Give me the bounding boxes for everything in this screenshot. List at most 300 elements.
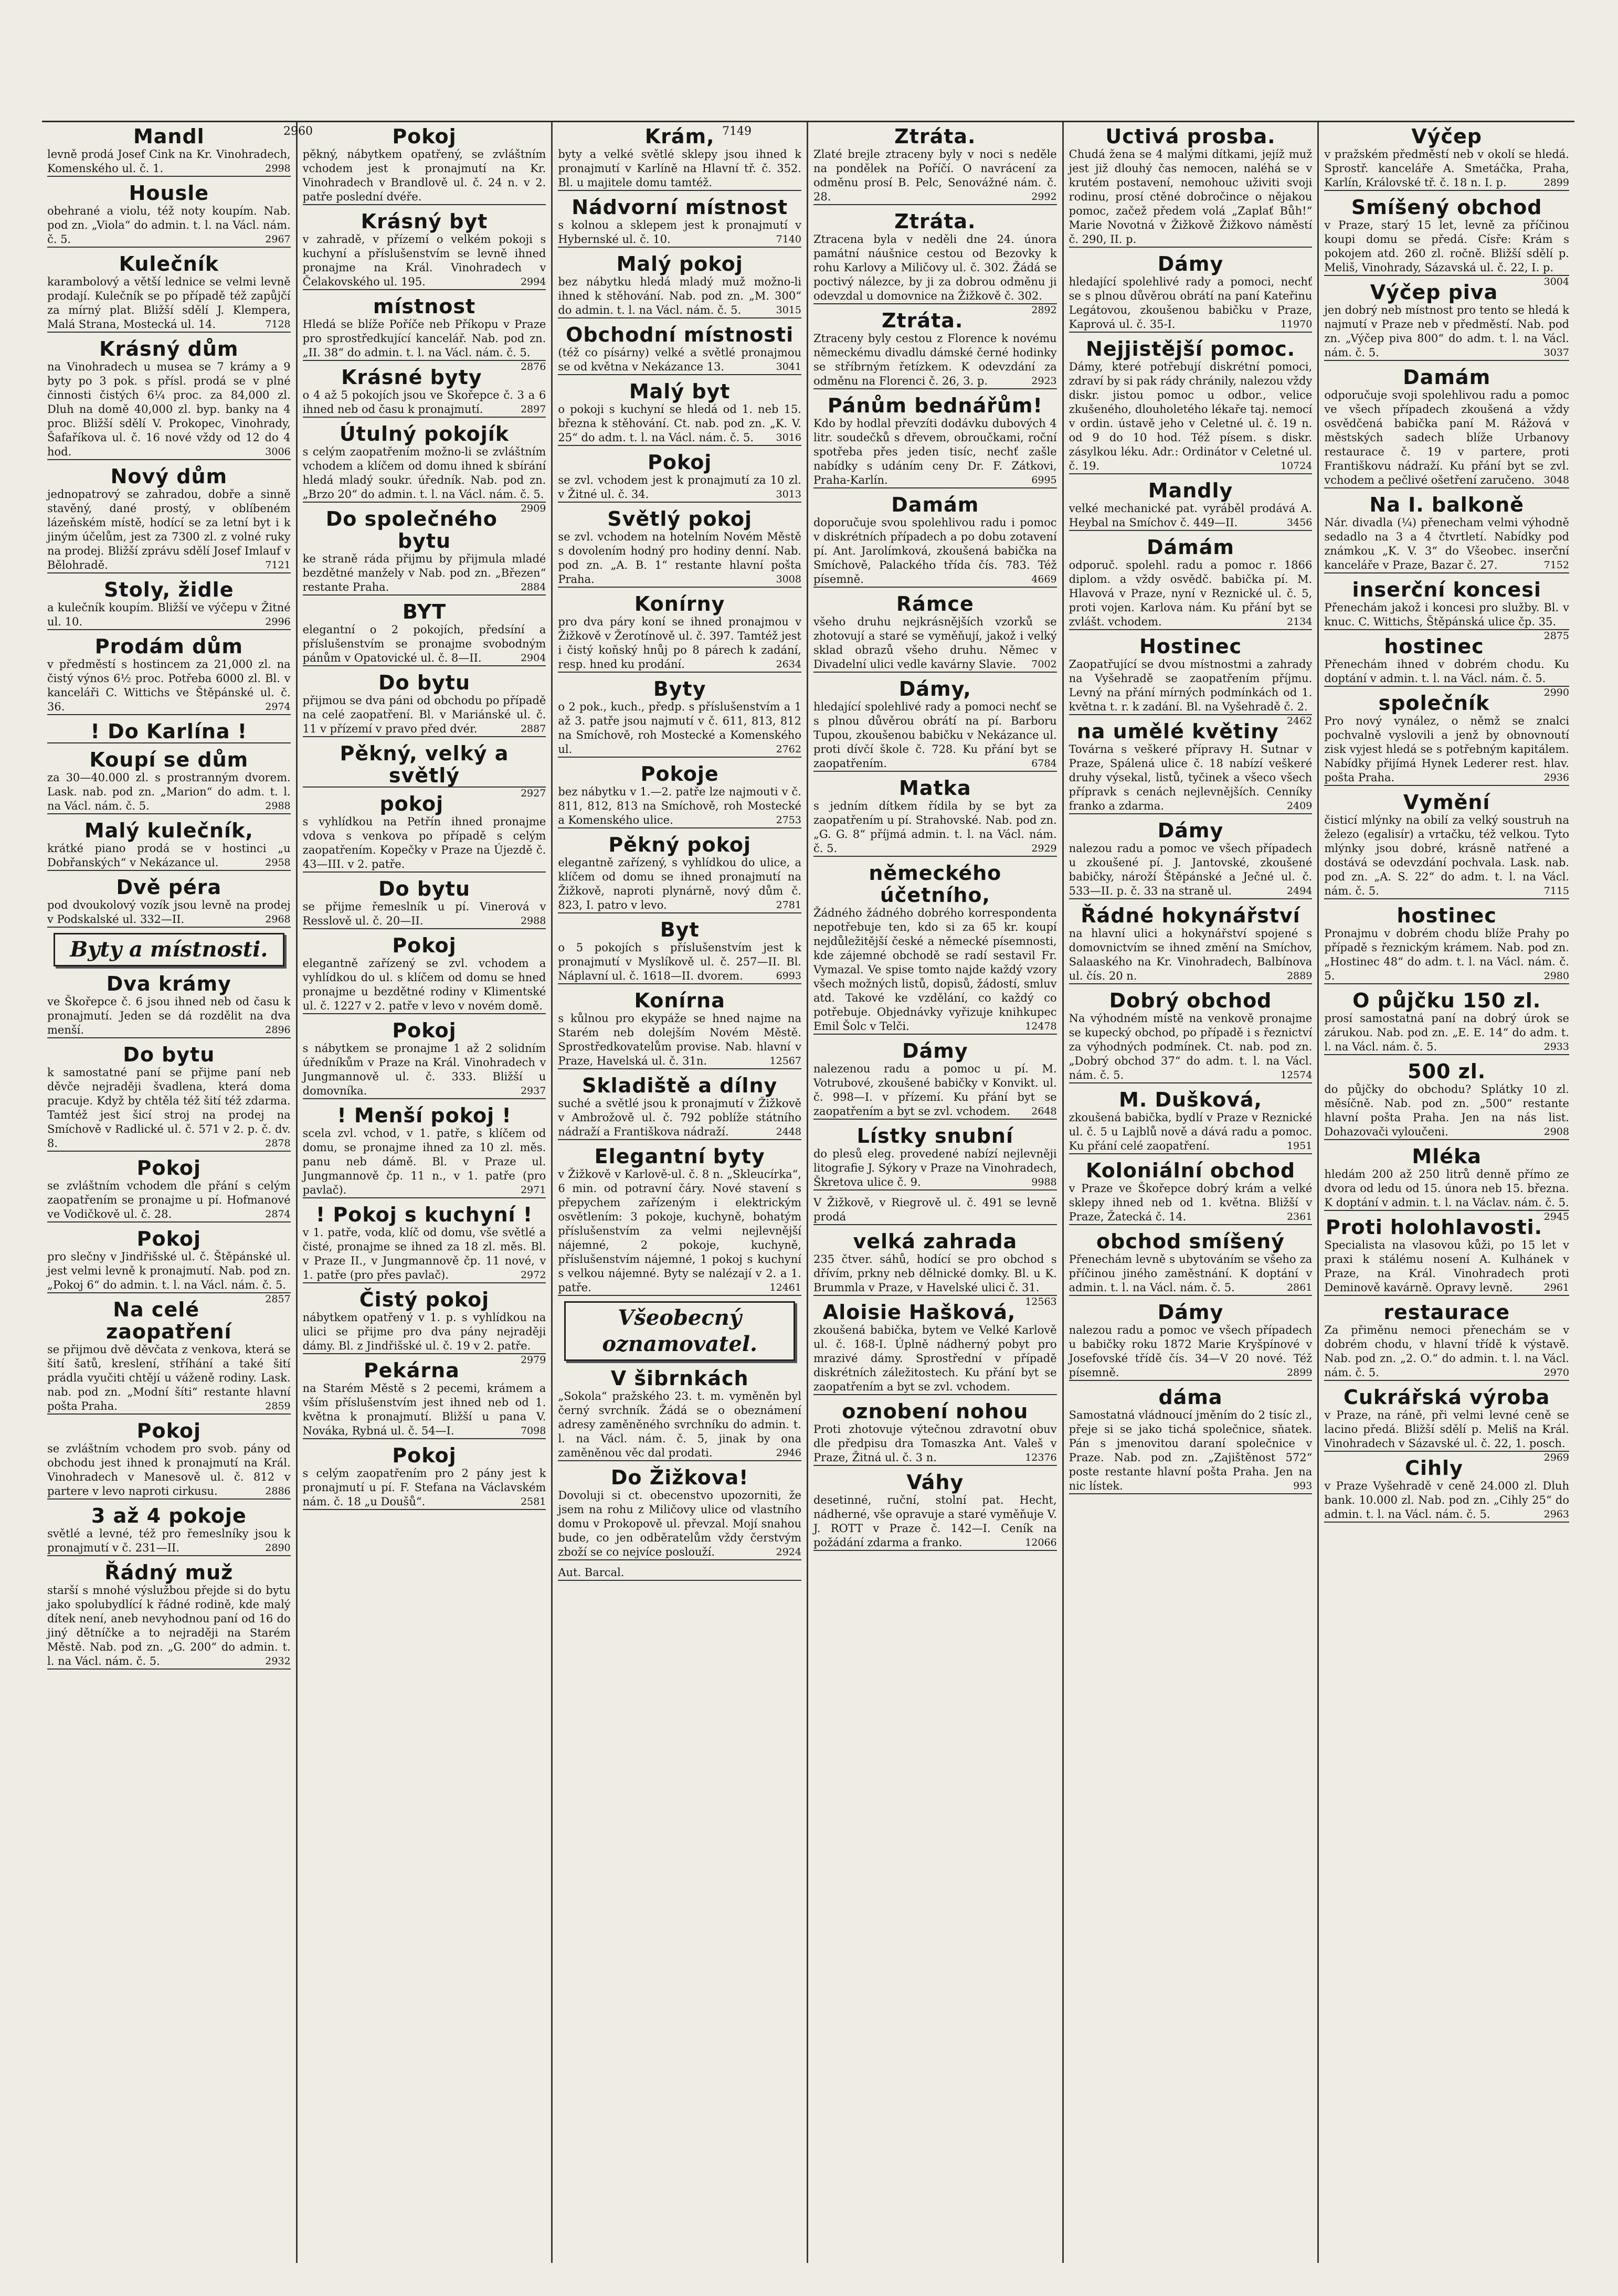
ad-number: 3048: [1543, 474, 1569, 486]
ad-body: [558, 615, 801, 672]
ad-title: Výčep piva: [1370, 281, 1498, 304]
ad-title: společník: [1378, 692, 1490, 715]
ad-text: se zvl. vchodem na hotelním Novém Městě s dovolením hodný pro hodiny denní. Nab. pod zn. „A. B. 1“ restante hlavní pošta Praha.: [558, 530, 801, 586]
ad-title: Dámy: [902, 1039, 968, 1062]
classified-ad: [47, 820, 291, 871]
ad-body: [558, 785, 801, 827]
ad-number: 2762: [776, 743, 801, 755]
ad-title: Uctivá prosba.: [1105, 125, 1276, 148]
ad-title: Na celé zaopatření: [106, 1298, 232, 1343]
ad-text: Nár. divadla (¼) přenecham velmi výhodně sedadlo na 3 a 4 čtvrtletí. Nabídky pod známkou „K. V. 3“ do Všeobec. inserční kanceláře v Praze, Bazar č. 27.: [1324, 516, 1569, 571]
newspaper-page: [42, 121, 1574, 2263]
classified-ad: [813, 1400, 1057, 1466]
classified-ad: [558, 593, 801, 673]
ad-divider: [47, 1668, 291, 1670]
ad-text: s jedním dítkem řídila by se byt za zaopatřením u pí. Strahovské. Nab. pod zn. „G. G. 8“ příjmá admin. t. l. na Václ. nám. č. 5.: [813, 800, 1057, 855]
ad-divider: [1324, 686, 1569, 687]
ad-number: 2963: [1543, 1508, 1569, 1520]
ad-title: Nádvorní místnost: [572, 196, 788, 219]
classified-ad: [303, 742, 546, 799]
classified-ad: [303, 125, 546, 205]
ad-divider: [1069, 247, 1313, 248]
ad-body: [813, 1422, 1057, 1465]
ad-body: [813, 516, 1057, 587]
ad-title: M. Dušková,: [1119, 1088, 1262, 1111]
classified-ad: [813, 210, 1057, 316]
ad-body: [1324, 657, 1569, 698]
ad-number: 2781: [776, 899, 801, 911]
ad-title: Pokoj: [392, 934, 457, 957]
ad-body: [47, 842, 291, 870]
ad-title: V šibrnkách: [610, 1367, 749, 1390]
ad-title: Krásné byty: [341, 366, 482, 389]
ad-body: [558, 941, 801, 983]
classified-ad: [1324, 578, 1569, 642]
ad-divider: [558, 1460, 801, 1461]
ad-text: prosí samostatná paní na dobrý úrok se zárukou. Nab. pod zn. „E. E. 14“ do adm. t. l. na Václ. nám. č. 5.: [1324, 1012, 1569, 1053]
ad-divider: [47, 247, 291, 248]
classified-ad: [813, 678, 1057, 772]
ad-divider: [303, 1282, 546, 1283]
classified-ad: [303, 210, 546, 290]
ad-number: 2890: [265, 1542, 291, 1554]
ad-title: Kulečník: [119, 252, 219, 275]
classified-ad: [558, 763, 801, 828]
classified-ad: [558, 1367, 801, 1461]
ad-text: hledám 200 až 250 litrů denně přímo ze dvora od ledu od 15. února neb 15. března. K doptání v admin. t. l. na Václav. nám. č. 5.: [1324, 1168, 1569, 1209]
ad-title: Do společného bytu: [325, 507, 498, 552]
ad-title: Malý pokoj: [616, 252, 743, 275]
ad-divider: [1069, 1295, 1313, 1296]
classified-ad: [47, 749, 291, 814]
ad-divider: [47, 1151, 291, 1152]
ad-body: [1324, 601, 1569, 642]
ad-divider: [303, 665, 546, 666]
ad-text: hledající spolehlivé rady a pomoci, nechť se s plnou důvěrou obrátí na paní Kateřinu Legátovou, zkoušenou babičku v Praze, Kaprová ul. č. 35-I.: [1069, 275, 1313, 331]
ad-body: [1069, 1408, 1313, 1493]
ad-number: 12478: [1025, 1021, 1057, 1032]
ad-divider: [47, 714, 291, 715]
ad-title: Housle: [129, 182, 209, 205]
ad-number: 12567: [769, 1055, 801, 1067]
ad-title: Mandly: [1148, 479, 1233, 502]
ad-text: elegantně zařízený, s vyhlídkou do ulice, a klíčem od domu se ihned pronajmutí na Žižkově, naproti plynárně, nový dům č. 823, I. patro v levo.: [558, 856, 801, 911]
ad-divider: [303, 502, 546, 503]
ad-number: 2988: [265, 800, 291, 812]
ad-body: [47, 1583, 291, 1668]
classified-ad: [558, 196, 801, 248]
ad-divider: [303, 1353, 546, 1354]
classified-ad: [558, 990, 801, 1069]
ad-number: 7140: [776, 233, 801, 245]
ad-body: [1069, 360, 1313, 473]
ad-text: Chudá žena se 4 malými dítkami, jejíž muž jest již dlouhý čas nemocen, naléhá se v krutém postavení, nemohouc uživiti svoji rodinu, prosí ctěné dobročince o nějakou pomoc, začež předem volá „Zaplať Bůh!“ Marie Novotná v Žižkově Žižkovo náměstí č. 290, II. p.: [1069, 148, 1313, 246]
classified-ad: [1324, 1060, 1569, 1140]
ad-body: [558, 1389, 801, 1460]
ad-number: 2937: [520, 1085, 546, 1097]
ad-body: [47, 1442, 291, 1498]
ad-text: krátké piano prodá se v hostinci „u Dobřanských“ v Nekázance ul.: [47, 842, 291, 869]
ad-title: Koloniální obchod: [1085, 1159, 1296, 1182]
ad-text: v Praze Vyšehradě v ceně 24.000 zl. Dluh bank. 10.000 zl. Nab. pod zn. „Cihly 25“ do admin. t. l. na Václ. nám. č. 5.: [1324, 1480, 1569, 1521]
classified-ad: [47, 1420, 291, 1500]
ad-text: pěkný, nábytkem opatřený, se zvláštním vchodem jest k pronajmutí na Kr. Vinohradech v Brandlově ul. č. 24 n. v 2. patře poslední dvéře.: [302, 148, 546, 203]
ad-text: s kůlnou pro ekypáže se hned najme na Starém neb dolejším Novém Městě. Sprostředkovatelům provise. Nab. hlavní v Praze, Havelská ul. č. 31n.: [558, 1012, 801, 1067]
ad-title: Váhy: [906, 1471, 964, 1494]
ad-title: hostinec: [1397, 904, 1497, 927]
ad-body: [813, 1147, 1057, 1189]
ad-text: v Žižkově v Karlově-ul. č. 8 n. „Skleucírka“, 6 min. od potravní čáry. Nové stavení s přepychem zařízeným i elektrickým osvětlením: 3 pokoje, kuchyně, bohatým příslušenstvím za velmi nejlevnější nájemné, 2 pokoje, kuchyně, příslušenstvím nájemné, 1 pokoj s kuchyní s velkou nájemné. Byty se nalézají v 2. a 1. patře.: [558, 1168, 801, 1294]
ad-title: Hostinec: [1139, 635, 1242, 658]
ad-text: nalezenou radu a pomoc u pí. M. Votrubové, zkoušené babičky v Konvikt. ul. č. 998—I. v přízemí. Ku přání byt se zaopatřením a byt se zvl. vchodem.: [813, 1062, 1057, 1118]
classified-ad: [813, 125, 1057, 205]
ad-text: Specialista na vlasovou kůži, po 15 let v praxi k stálému nosení A. Kulhánek v Praze, na Král. Vinohradech proti Deminově kavárně. Opravy levně.: [1324, 1239, 1569, 1294]
ad-body: [1069, 657, 1313, 727]
classified-ad: [1069, 125, 1313, 248]
ad-body: [813, 700, 1057, 771]
classified-ad: [1324, 1216, 1569, 1296]
ad-text: se přijmou dvě děvčata z venkova, která se šití šatů, kreslení, stříhání a také šití prádla vyučiti chtějí u váženě rodiny. Lask. nab. pod zn. „Modní šíti“ restante hlavní pošta Praha.: [47, 1343, 291, 1412]
classified-ad: [1069, 1386, 1313, 1494]
classified-ad: [303, 366, 546, 418]
classified-ad: [813, 1301, 1057, 1395]
ad-divider: [813, 1295, 1057, 1296]
ad-number: 2861: [1286, 1282, 1313, 1293]
ad-number: 12066: [1025, 1537, 1057, 1548]
ad-number: 12461: [769, 1282, 801, 1293]
ad-title: Matka: [899, 777, 971, 800]
ad-divider: [1324, 983, 1569, 984]
classified-ad: [558, 380, 801, 446]
classified-ad: [813, 593, 1057, 673]
classified-ad: [1324, 990, 1569, 1055]
ad-number: 7121: [265, 559, 291, 571]
ad-body: [303, 956, 546, 1013]
ad-divider: [1324, 1054, 1569, 1055]
ad-title: 3 až 4 pokoje: [91, 1504, 247, 1527]
ad-title: dáma: [1158, 1386, 1223, 1409]
classified-ad: [558, 1566, 801, 1581]
column-5: [1064, 122, 1319, 2263]
ad-divider: [813, 587, 1057, 588]
ad-body: [813, 615, 1057, 672]
ad-text: suché a světlé jsou k pronajmutí v Žižkově v Ambrožově ul. č. 792 poblíže státního nádraží a Františkova nádraží.: [558, 1097, 801, 1138]
ad-title: Světlý pokoj: [607, 507, 753, 530]
ad-divider: [813, 1465, 1057, 1466]
ad-divider: [813, 771, 1057, 772]
ad-number: 12563: [1025, 1296, 1057, 1308]
ad-divider: [47, 572, 291, 573]
ad-body: [1324, 218, 1569, 288]
ad-title: Pokoj: [136, 1419, 201, 1442]
ad-body: [1069, 558, 1313, 629]
ad-number: 2648: [1031, 1106, 1057, 1117]
ad-text: velké mechanické pat. vyráběl prodává A. Heybal na Smíchov č. 449—II.: [1069, 502, 1313, 529]
ad-number: 2899: [1286, 1367, 1313, 1378]
ad-title: německého účetního,: [869, 862, 1002, 907]
classified-ad: [1324, 791, 1569, 899]
ad-divider: [558, 1559, 801, 1560]
ad-text: Pro nový vynález, o němž se znalci pochvalně vyslovili a jenž by obnovnoutí zisk vyjest hledá se s potřebným kapitálem. Nabídky přijímá Hynek Lederer rest. hlav. pošta Praha.: [1324, 715, 1569, 784]
classified-ad: [1324, 1145, 1569, 1223]
classified-ad: [1069, 990, 1313, 1083]
ad-text: Továrna s veškeré přípravy H. Sutnar v Praze, Spálená ulice č. 18 nabízí veškeré druhy výsekal, listů, tyčinek a všeco všech přípravk s cenách nejlevnějších. Cenníky franko a zdarma.: [1069, 743, 1313, 812]
ad-body: [303, 1381, 546, 1438]
ad-text: V Žižkově, v Riegrově ul. č. 491 se levně prodá: [813, 1196, 1057, 1223]
ad-title: Do bytu: [378, 671, 471, 694]
classified-ad: [813, 310, 1057, 389]
ad-number: 2967: [265, 233, 291, 245]
ad-text: Zlaté brejle ztraceny byly v noci s neděle na pondělek na Poříčí. O navrácení za odměnu prosí B. Pelc, Senovážné nám. č. 28.: [813, 148, 1057, 203]
ad-body: [813, 1252, 1057, 1308]
ad-body: [1324, 303, 1569, 360]
ad-divider: [1069, 332, 1313, 333]
ad-title: místnost: [373, 295, 476, 318]
ad-divider: [47, 176, 291, 177]
ad-body: [1069, 742, 1313, 813]
ad-text: o 2 pok., kuch., předp. s příslušenstvím a 1 až 3. patře jsou najmutí v č. 611, 813, 812 na Smíchově, roh Mostecké a Komenského ul.: [558, 700, 801, 756]
ad-title: Byty: [653, 677, 706, 700]
ad-text: o 5 pokojích s příslušenstvím jest k pronajmutí v Myslíkově ul. č. 257—II. Bl. Náplavní ul. č. 1618—II. dvorem.: [558, 941, 801, 982]
ad-divider: [1069, 1153, 1313, 1154]
ad-title: Nejjistější pomoc.: [1085, 337, 1296, 360]
ad-title: Řádný muž: [104, 1561, 234, 1584]
ad-number: 3006: [265, 446, 291, 458]
ad-number: 2990: [1543, 687, 1569, 698]
ad-body: [1324, 1082, 1569, 1139]
ad-number: 3016: [776, 432, 801, 443]
ad-divider: [303, 736, 546, 737]
ad-text: v Praze, na ráně, při velmi levné ceně se lacino předá. Bližší sdělí p. Meliš na Král. Vinohradech v Sázavské ul. č. 22, 1. posch.: [1324, 1409, 1569, 1450]
ad-body: [1324, 927, 1569, 983]
classified-ad: [813, 862, 1057, 1035]
classified-ad: [1324, 635, 1569, 698]
ad-divider: [303, 289, 546, 290]
ad-text: Samostatná vládnoucí jměním do 2 tisíc zl., přeje si se jako tichá společnice, sňatek. Pán s jmenovitou daraní společnice v Praze. Nab. pod zn. „Zajištěnost 572“ poste restante hlavní pošta Praha. Jen na nic lístek.: [1069, 1409, 1313, 1492]
ad-number: 10724: [1280, 460, 1313, 472]
ad-title: Pokoj: [647, 451, 712, 474]
ad-title: hostinec: [1384, 635, 1484, 658]
ad-text: zkoušená babička, bydlí v Praze v Reznické ul. č. 5 u Lajblů nově a dává radu a pomoc. Ku přání celé zaopatření.: [1069, 1111, 1313, 1152]
ad-title: Damám: [891, 493, 979, 516]
ad-number: 2970: [1543, 1367, 1569, 1378]
ad-text: na hlavní ulici a hokynářství spojené s domovnictvím se ihned změní na Smíchov, Salaaského na Kr. Vinohradech, Balbínova ul. čís. 20 n.: [1069, 927, 1313, 982]
ad-text: byty a velké světlé sklepy jsou ihned k pronajmutí v Karlíně na Hlavní tř. č. 352. Bl. u majitele domu tamtéž.: [558, 148, 801, 189]
classified-ad: [1324, 125, 1569, 191]
ad-number: 2996: [265, 616, 291, 628]
ad-title: Dámy: [1157, 1301, 1224, 1324]
ad-title: restaurace: [1383, 1301, 1510, 1324]
ad-divider: [558, 1295, 801, 1296]
ad-divider: [813, 1119, 1057, 1120]
ad-body: [303, 232, 546, 289]
ad-body: [1324, 516, 1569, 572]
ad-text: se zvláštním vchodem pro svob. pány od obchodu jest ihned k pronajmutí na Král. Vinohradech v Manesově ul. č. 812 v partere v levo naproti cirkusu.: [47, 1442, 291, 1497]
ad-text: Pronajmu v dobrém chodu blíže Prahy po případě s řeznickým krámem. Nab. pod zn. „Hostinec 48“ do adm. t. l. na Václ. nám. č. 5.: [1324, 927, 1569, 982]
ad-title: Cihly: [1405, 1457, 1463, 1480]
ad-title: Vymění: [1403, 791, 1490, 814]
ad-divider: [47, 813, 291, 814]
ad-divider: [1324, 360, 1569, 361]
ad-body: [558, 700, 801, 757]
ad-number: 2971: [520, 1184, 546, 1196]
ad-text: doporučuje svou spolehlivou radu i pomoc v diskrétních případech a po dobu zotavení pí. Ant. Jarolímková, zkoušená babička na Smíchově, Palackého třída čís. 783. Též písemně.: [813, 516, 1057, 586]
ad-text: ke straně ráda přijmu by přijmula mladé bezdětné manžely v Nab. pod zn. „Březen“ restante Praha.: [302, 552, 546, 593]
ad-divider: [303, 1509, 546, 1510]
ad-title: Ztráta.: [894, 210, 976, 233]
ad-body: [558, 402, 801, 445]
ad-text: jednopatrový se zahradou, dobře a sinně stavěný, dané prostý, v oblíbeném lázeňském místě, hodící se za letní byt i k jiným účelům, jest za 7300 zl. z volné ruky na prodej. Bližší zprávu sdělí Josef Imlauf v Bělohradě.: [47, 488, 291, 571]
ad-divider: [558, 757, 801, 758]
ad-divider: [558, 1139, 801, 1140]
ad-text: s vyhlídkou na Petřín ihned pronajme vdova s venkova po případě s celým zaopatřením. Kopečky v Praze na Újezdě č. 43—III. v 2. patře.: [302, 815, 546, 870]
ad-divider: [47, 927, 291, 928]
ad-title: Na I. balkoně: [1369, 493, 1524, 516]
classified-ad: [1069, 253, 1313, 333]
ad-text: světlé a levné, též pro řemeslníky jsou k pronajmutí v č. 231—II.: [47, 1527, 291, 1554]
classified-ad: [303, 508, 546, 596]
ad-number: 2896: [265, 1024, 291, 1036]
classified-ad: [558, 1466, 801, 1560]
ad-number: 3004: [1543, 276, 1569, 288]
ad-body: [558, 473, 801, 502]
ad-body: [302, 317, 546, 373]
ad-number: 2134: [1286, 616, 1313, 628]
ad-divider: [813, 856, 1057, 857]
ad-text: se přijme řemeslník u pí. Vinerová v Resslově ul. č. 20—II.: [302, 900, 546, 927]
ad-title: Smíšený obchod: [1351, 196, 1542, 219]
classified-ad: [1069, 1301, 1313, 1381]
classified-ad: [47, 1227, 291, 1305]
ad-divider: [1324, 275, 1569, 276]
ad-number: 11970: [1280, 318, 1313, 330]
ad-title: Do bytu: [378, 877, 471, 900]
ad-number: 3008: [776, 573, 801, 585]
ad-divider: [558, 912, 801, 913]
ad-number: 1951: [1286, 1140, 1313, 1152]
ad-body: [47, 601, 291, 629]
ad-text: s nábytkem se pronajme 1 až 2 solidním úředníkům v Praze na Král. Vinohradech v Jungmannově ul. č. 333. Bližší u domovníka.: [302, 1042, 546, 1097]
ad-title: Do Žižkova!: [610, 1466, 749, 1489]
ad-divider: [1324, 898, 1569, 899]
ad-text: k samostatné paní se přijme paní neb děvče nejraději švadlena, která doma pracuje. Když by chtěla též šití též zdarma. Tamtéž jest šicí stroj na prodej na Smíchově v Radlické ul. č. 571 v 2. p. č. dv. 8.: [47, 1066, 291, 1150]
ad-text: do půjčky do obchodu? Splátky 10 zl. měsíčně. Nab. pod zn. „500“ restante hlavní pošta Praha. Jen na nás list. Dohazovači vyloučeni.: [1324, 1083, 1569, 1138]
ad-body: [303, 1466, 546, 1509]
ad-text: Hledá se blíže Poříče neb Příkopu v Praze pro sprostředkující kancelář. Nab. pod zn. „II. 38“ do admin. t. l. na Václ. nám. č. 5.: [302, 318, 546, 359]
ad-text: Žádného žádného dobrého korrespondenta nepotřebuje ten, kdo si za 65 kr. koupí nejdůležitější české a německé písemnosti, kde zájemné obchodě se radí sestavil Fr. Vymazal. Ve spise tomto najde každý vzory všech možných listů, dopisů, žádostí, smluv atd. Takové ke vzdělání, co každý co potřebuje. Objednávky vyřizuje knihkupec Emil Šolc v Telči.: [813, 907, 1057, 1033]
ad-divider: [1069, 530, 1313, 531]
ad-divider: [47, 459, 291, 460]
ad-number: 2958: [265, 857, 291, 868]
ad-number: 6993: [776, 970, 801, 982]
ad-text: Ztracena byla v neděli dne 24. února památní náušnice cestou od Bezovky k rohu Karlovy a Miličovy ul. č. 302. Žádá se poctivý nálezce, by ji za dobrou odměnu ji odevzdal u domovnice na Žižkově č. 302.: [813, 233, 1057, 302]
ad-text: zkoušená babička, bytem ve Velké Karlově ul. č. 168-I. Úplně nádherný pobyt pro mrazivé dámy. Sprostřední v případě diskrétních záležitostech. Ku přání byt se zaopatřením a byt se zvl. vchodem.: [813, 1324, 1057, 1393]
ad-text: (též co písárny) velké a světlé pronajmou se od května v Nekázance 13.: [558, 346, 801, 373]
ad-divider: [47, 1037, 291, 1038]
ad-number: 3456: [1286, 517, 1313, 528]
classified-ad: [302, 295, 546, 373]
ad-title: Pokoj: [392, 1019, 457, 1042]
ad-number: 2876: [520, 361, 546, 373]
ad-title: Skladiště a dílny: [582, 1074, 778, 1097]
ad-divider: [1069, 813, 1313, 814]
classified-ad: [1069, 536, 1313, 630]
ad-number: 2961: [1543, 1282, 1569, 1293]
ad-body: [813, 799, 1057, 856]
ad-text: Přenechám jakož i koncesi pro služby. Bl. v knuc. C. Wittichs, Štěpánská ulice čp. 35.: [1324, 601, 1569, 628]
classified-ad: [47, 465, 291, 573]
ad-divider: [1324, 629, 1569, 630]
ad-divider: [303, 204, 546, 205]
ad-number: 2889: [1286, 970, 1313, 982]
ad-text: jen dobrý neb místnost pro tento se hledá k najmutí v Praze neb v předměstí. Nab. pod zn. „Výčep piva 800“ do adm. t. l. na Václ. nám. č. 5.: [1324, 304, 1569, 359]
ad-text: nalezou radu a pomoc ve všech případech u zkoušené pí. J. Jantovské, zkoušené babičky, nároží Štěpánské a Ječné ul. č. 533—II. p. č. 33 na straně ul.: [1069, 842, 1313, 897]
classified-ad: [558, 678, 801, 758]
ad-body: [303, 1226, 546, 1282]
ad-divider: [1324, 785, 1569, 786]
ad-number: 2634: [776, 658, 801, 670]
ad-number: 7128: [265, 318, 291, 330]
ad-text: v 1. patře, voda, klíč od domu, vše světlé a čisté, pronajme se ihned za 18 zl. měs. Bl. v Praze II., v Jungmannově čp. 11 nové, v 1. patře (pro přes pavlač).: [302, 1226, 546, 1281]
classified-ad: [303, 1104, 546, 1198]
ad-text: s kolnou a sklepem jest k pronajmutí v Hybernské ul. č. 10.: [558, 219, 801, 246]
ad-text: Zaopatřující se dvou místnostmi a zahrady na Vyšehradě se zaopatřením příjmu. Levný na přání mírných podmínkách od 1. května t. r. k zadání. Bl. na Vyšehradě č. 2.: [1069, 658, 1313, 713]
classified-ad: [558, 834, 801, 913]
ad-text: v pražském předměstí neb v okolí se hledá. Sprostř. kanceláře A. Smetáčka, Praha, Karlín, Královské tř. č. 18 n. I. p.: [1324, 148, 1569, 189]
column-2: [298, 122, 553, 2263]
ad-divider: [813, 1550, 1057, 1551]
ad-body: [303, 815, 546, 871]
ad-divider: [558, 672, 801, 673]
ad-title: Proti holohlavosti.: [1325, 1216, 1543, 1239]
ad-body: [558, 530, 801, 587]
ad-number: 3041: [776, 361, 801, 373]
ad-title: na umělé květiny: [1076, 720, 1279, 743]
ad-number: 2945: [1543, 1211, 1569, 1223]
ad-title: Dobrý obchod: [1109, 989, 1272, 1012]
ad-number: 2968: [265, 913, 291, 925]
ad-body: [1069, 1182, 1313, 1224]
ad-body: [47, 1527, 291, 1555]
ad-number: 7115: [1543, 885, 1569, 897]
ad-text: přijmou se dva páni od obchodu po případě na celé zaopatření. Bl. v Mariánské ul. č. 11 v přízemí v pravo před dvér.: [302, 694, 546, 735]
ad-divider: [558, 374, 801, 375]
ad-title: Mandl: [133, 125, 205, 148]
ad-text: levně prodá Josef Cink na Kr. Vinohradech, Komenského ul. č. 1.: [47, 148, 291, 175]
ad-text: Kdo by hodlal převzíti dodávku dubových 4 litr. soudečků s dřevem, obroučkami, roční spotřeba přes jeden tisíc, nechť zašle nabídky s udáním ceny Dr. F. Zátkovi, Praha-Karlín.: [813, 417, 1057, 486]
ad-body: [47, 204, 291, 247]
ad-body: [47, 657, 291, 714]
ad-number: 2753: [776, 814, 801, 826]
ad-title: Ztráta.: [894, 125, 976, 148]
ad-title: Čistý pokoj: [359, 1288, 490, 1311]
ad-divider: [1069, 473, 1313, 474]
ad-divider: [813, 1394, 1057, 1395]
ad-number: 7098: [520, 1425, 546, 1437]
ad-text: elegantní o 2 pokojích, předsíní a příslušenstvím se pronajme svobodným pánům v Opatovické ul. č. 8—II.: [302, 623, 546, 664]
ad-body: [813, 147, 1057, 204]
ad-title: Útulný pokojík: [339, 422, 510, 445]
classified-ad: [813, 1040, 1057, 1120]
ad-number: 7002: [1031, 658, 1057, 670]
classified-ad: [1069, 1089, 1313, 1154]
ad-title: Elegantní byty: [594, 1145, 765, 1168]
ad-number: 2857: [265, 1293, 291, 1305]
ad-divider: [47, 332, 291, 333]
column-4: [808, 122, 1064, 2263]
classified-ad: [1324, 196, 1569, 288]
ad-body: [47, 1250, 291, 1305]
